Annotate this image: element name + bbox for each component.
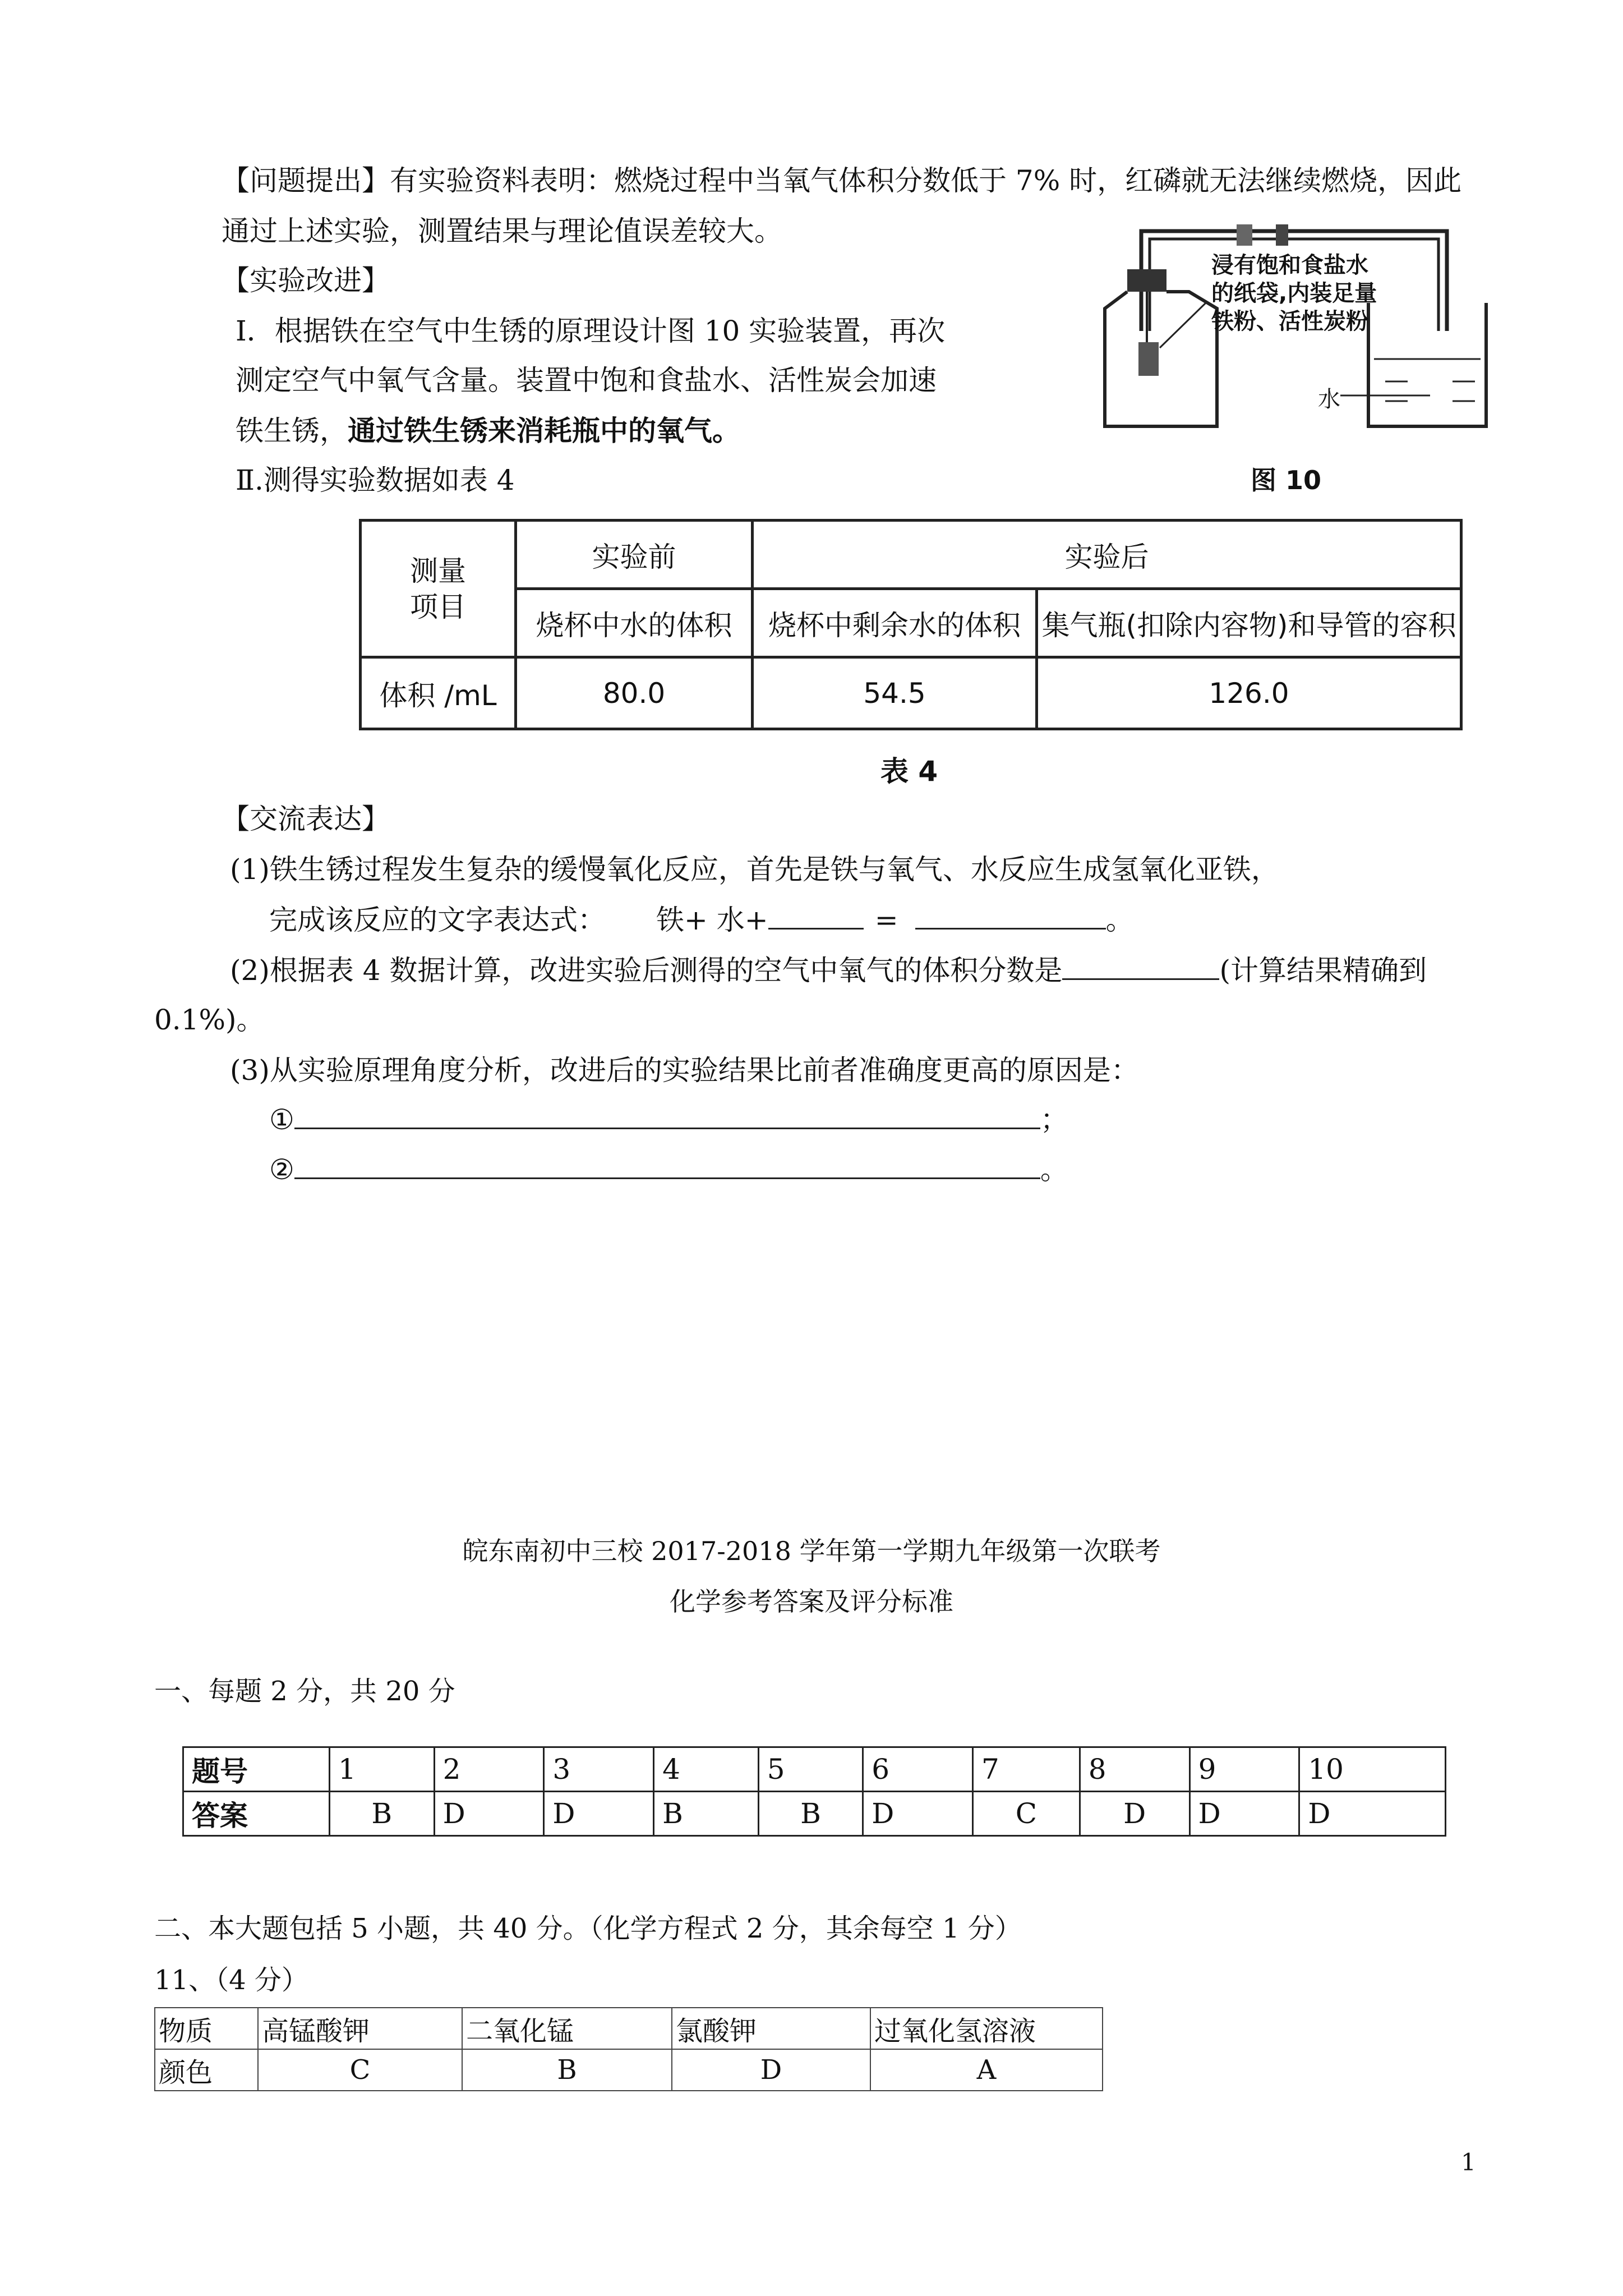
q11-header: 二氧化锰 (462, 2008, 672, 2049)
answer-number: 5 (758, 1747, 863, 1792)
improve-p1-line-3-bold: 通过铁生锈来消耗瓶中的氧气。 (348, 414, 740, 447)
answer-value: B (654, 1792, 759, 1836)
q11-header: 过氧化氢溶液 (870, 2008, 1103, 2049)
figure-10-bag-label (1211, 251, 1377, 335)
q1-blank-2[interactable] (915, 903, 1106, 930)
discussion-q1-end: 。 (1105, 904, 1134, 936)
answer-key-section-1: 一、每题 2 分，共 20 分 (154, 1676, 455, 1707)
figure-10-bag-label-line-3: 铁粉、活性炭粉 (1211, 309, 1368, 334)
improve-p2: Ⅱ.测得实验数据如表 4 (236, 464, 515, 496)
discussion-q1-equation: 铁+ 水+ (656, 904, 768, 936)
problem-line-1: 【问题提出】有实验资料表明：燃烧过程中当氧气体积分数低于 7% 时，红磷就无法继续燃烧，因此 (222, 164, 1462, 197)
table-4-value-1: 80.0 (516, 657, 753, 729)
answer-value: D (544, 1792, 654, 1836)
table-4-value-3: 126.0 (1037, 657, 1461, 729)
table-4-col-3: 集气瓶(扣除内容物)和导管的容积 (1037, 589, 1461, 657)
discussion-q3: (3)从实验原理角度分析，改进后的实验结果比前者准确度更高的原因是： (230, 1054, 1139, 1087)
answer-value: C (973, 1792, 1080, 1836)
figure-10-water-label: 水 (1318, 386, 1340, 412)
answer-value: B (758, 1792, 863, 1836)
improve-p1-line-3 (236, 414, 740, 448)
answer-number: 7 (973, 1747, 1080, 1792)
q11-header: 高锰酸钾 (258, 2008, 462, 2049)
q11-row-label: 颜色 (155, 2049, 258, 2091)
improve-p1-line-1: Ⅰ．根据铁在空气中生锈的原理设计图 10 实验装置，再次 (236, 315, 946, 347)
table-4-row-header (361, 521, 516, 657)
answer-number: 3 (544, 1747, 654, 1792)
discussion-q2-line-2: 0.1%)。 (154, 1004, 265, 1036)
table-4-group-after: 实验后 (753, 521, 1461, 589)
q1-blank-1[interactable] (768, 903, 864, 930)
table-4 (359, 519, 1463, 730)
q3-item-1-marker: ① (269, 1103, 294, 1136)
discussion-q1-line-1: (1)铁生锈过程发生复杂的缓慢氧化反应，首先是铁与氧气、水反应生成氢氧化亚铁， (230, 853, 1279, 886)
figure-10-bag-label-line-1: 浸有饱和食盐水 (1211, 252, 1368, 278)
discussion-heading: 【交流表达】 (222, 803, 390, 835)
improve-p1-line-2: 测定空气中氧气含量。装置中饱和食盐水、活性炭会加速 (236, 364, 937, 397)
improve-heading: 【实验改进】 (222, 264, 390, 297)
answer-table-row-1-label: 题号 (183, 1747, 330, 1792)
discussion-q1-prefix: 完成该反应的文字表达式： (269, 904, 606, 936)
discussion-q1-line-2 (269, 903, 1134, 937)
discussion-q1-equals: = (874, 904, 898, 936)
discussion-q2-line-1 (230, 954, 1427, 987)
q2-blank[interactable] (1062, 954, 1219, 980)
discussion-q3-item-2 (269, 1153, 1068, 1186)
table-4-col-2: 烧杯中剩余水的体积 (753, 589, 1037, 657)
answer-key-title-1: 皖东南初中三校 2017-2018 学年第一学期九年级第一次联考 (462, 1536, 1161, 1566)
answer-number: 2 (434, 1747, 544, 1792)
answer-table-row-2-label: 答案 (183, 1792, 330, 1836)
table-4-caption: 表 4 (880, 755, 938, 788)
answer-value: D (1189, 1792, 1299, 1836)
answer-number: 4 (654, 1747, 759, 1792)
answer-key-title-2: 化学参考答案及评分标准 (670, 1586, 953, 1617)
q3-item-2-end: 。 (1040, 1153, 1068, 1186)
q3-blank-2[interactable] (294, 1153, 1040, 1179)
answer-number: 6 (863, 1747, 973, 1792)
answer-number: 9 (1189, 1747, 1299, 1792)
q3-item-1-end: ； (1040, 1103, 1068, 1136)
table-4-col-1: 烧杯中水的体积 (516, 589, 753, 657)
answer-value: D (434, 1792, 544, 1836)
answer-table (182, 1746, 1446, 1837)
answer-value: B (330, 1792, 435, 1836)
table-4-row-header-line-2: 项目 (410, 590, 466, 623)
figure-10-caption: 图 10 (1251, 465, 1322, 495)
figure-10-bag-label-line-2: 的纸袋,内装足量 (1211, 280, 1377, 306)
q11-header: 氯酸钾 (672, 2008, 870, 2049)
q11-table (154, 2007, 1103, 2091)
answer-number: 8 (1080, 1747, 1189, 1792)
discussion-q3-item-1 (269, 1103, 1068, 1137)
problem-line-2: 通过上述实验，测置结果与理论值误差较大。 (222, 215, 782, 247)
answer-number: 1 (330, 1747, 435, 1792)
q11-header: 物质 (155, 2008, 258, 2049)
q11-cell: C (258, 2049, 462, 2091)
answer-value: D (1299, 1792, 1446, 1836)
q11-heading: 11、（4 分） (154, 1964, 308, 1996)
table-4-row-header-line-1: 测量 (410, 554, 466, 587)
improve-p1-line-3-normal: 铁生锈， (236, 415, 348, 447)
table-4-group-before: 实验前 (516, 521, 753, 589)
table-4-row-label: 体积 /mL (361, 657, 516, 729)
q3-item-2-marker: ② (269, 1153, 294, 1186)
q11-cell: B (462, 2049, 672, 2091)
answer-key-section-2: 二、本大题包括 5 小题，共 40 分。（化学方程式 2 分，其余每空 1 分） (154, 1913, 1022, 1944)
answer-value: D (1080, 1792, 1189, 1836)
answer-value: D (863, 1792, 973, 1836)
q11-cell: D (672, 2049, 870, 2091)
page-number: 1 (1461, 2148, 1476, 2176)
discussion-q2-end: (计算结果精确到 (1219, 954, 1427, 987)
q3-blank-1[interactable] (294, 1103, 1040, 1129)
discussion-q2-text: (2)根据表 4 数据计算，改进实验后测得的空气中氧气的体积分数是 (230, 954, 1063, 987)
table-4-value-2: 54.5 (753, 657, 1037, 729)
answer-number: 10 (1299, 1747, 1446, 1792)
q11-cell: A (870, 2049, 1103, 2091)
